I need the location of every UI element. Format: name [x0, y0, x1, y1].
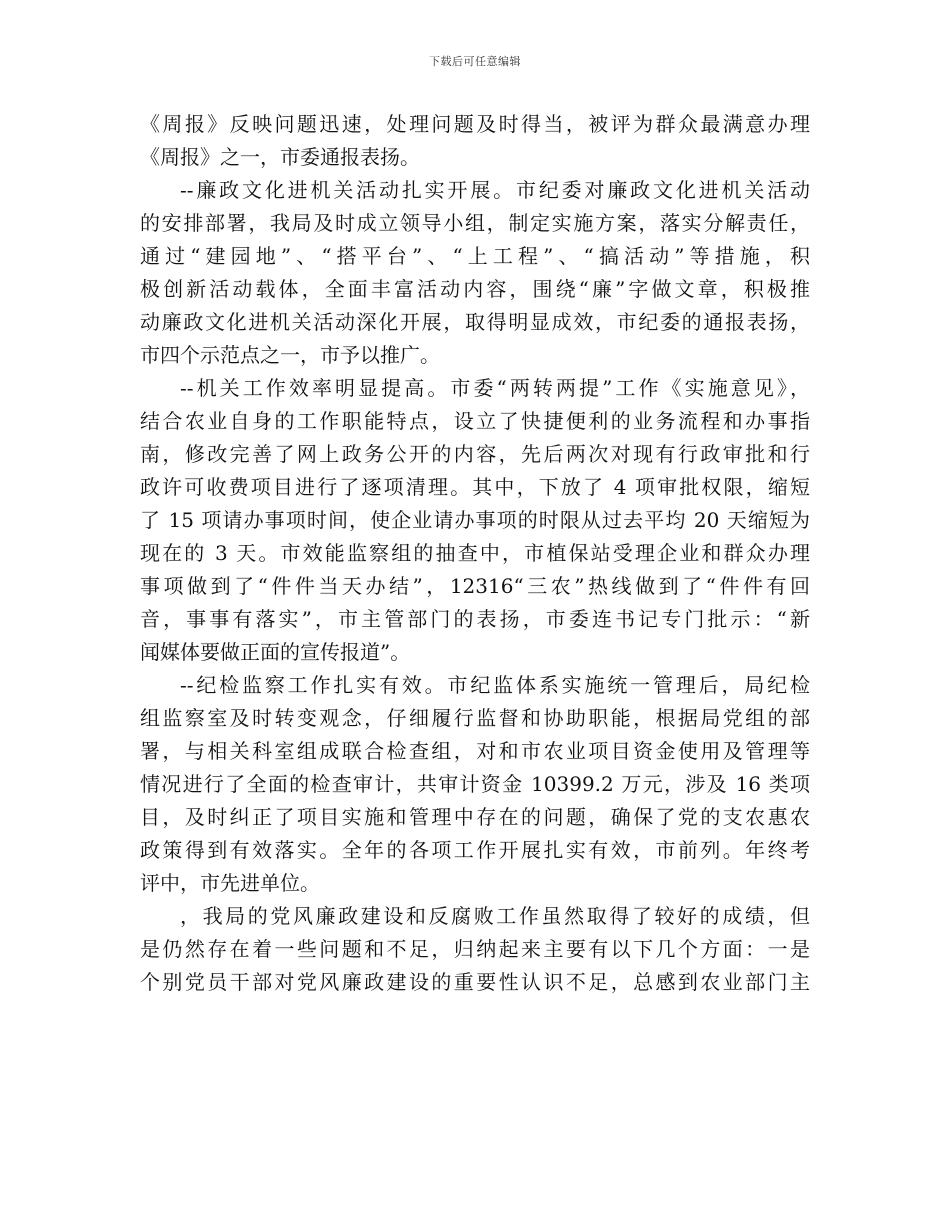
- text-line: 《周报》反映问题迅速，处理问题及时得当，被评为群众最满意办理: [140, 112, 810, 136]
- text-line: 的安排部署，我局及时成立领导小组，制定实施方案，落实分解责任，: [140, 211, 810, 235]
- text-line: 结合农业自身的工作职能特点，设立了快捷便利的业务流程和办事指: [140, 409, 810, 433]
- text-line: --机关工作效率明显提高。市委“两转两提”工作《实施意见》，: [180, 376, 810, 400]
- document-body: [140, 108, 810, 999]
- text-line: 组监察室及时转变观念，仔细履行监督和协助职能，根据局党组的部: [140, 706, 810, 730]
- text-line: 了 15 项请办事项时间，使企业请办事项的时限从过去平均 20 天缩短为: [140, 508, 810, 532]
- text-line: --纪检监察工作扎实有效。市纪监体系实施统一管理后，局纪检: [180, 673, 810, 697]
- text-line: 市四个示范点之一，市予以推广。: [140, 343, 440, 367]
- text-line: ，我局的党风廉政建设和反腐败工作虽然取得了较好的成绩，但: [180, 904, 810, 928]
- text-line: 《周报》之一，市委通报表扬。: [140, 145, 420, 169]
- text-line: 极创新活动载体，全面丰富活动内容，围绕“廉”字做文章，积极推: [140, 277, 810, 301]
- text-line: 音，事事有落实”，市主管部门的表扬，市委连书记专门批示：“新: [140, 607, 810, 631]
- page-header: 下载后可任意编辑: [429, 55, 521, 68]
- text-line: 个别党员干部对党风廉政建设的重要性认识不足，总感到农业部门主: [140, 970, 810, 994]
- text-line: 署，与相关科室组成联合检查组，对和市农业项目资金使用及管理等: [140, 739, 810, 763]
- text-line: 南，修改完善了网上政务公开的内容，先后两次对现有行政审批和行: [140, 442, 810, 466]
- text-line: 目，及时纠正了项目实施和管理中存在的问题，确保了党的支农惠农: [140, 805, 810, 829]
- text-line: 动廉政文化进机关活动深化开展，取得明显成效，市纪委的通报表扬，: [140, 310, 810, 334]
- text-line: 是仍然存在着一些问题和不足，归纳起来主要有以下几个方面：一是: [140, 937, 810, 961]
- text-line: --廉政文化进机关活动扎实开展。市纪委对廉政文化进机关活动: [180, 178, 810, 202]
- text-line: 现在的 3 天。市效能监察组的抽查中，市植保站受理企业和群众办理: [140, 541, 810, 565]
- text-line: 政许可收费项目进行了逐项清理。其中，下放了 4 项审批权限，缩短: [140, 475, 810, 499]
- text-line: 评中，市先进单位。: [140, 871, 320, 895]
- text-line: 闻媒体要做正面的宣传报道”。: [140, 640, 411, 664]
- text-line: 通过“建园地”、“搭平台”、“上工程”、“搞活动”等措施，积: [140, 244, 810, 268]
- text-line: 事项做到了“件件当天办结”，12316“三农”热线做到了“件件有回: [140, 574, 810, 598]
- text-line: 政策得到有效落实。全年的各项工作开展扎实有效，市前列。年终考: [140, 838, 810, 862]
- text-line: 情况进行了全面的检查审计，共审计资金 10399.2 万元，涉及 16 类项: [140, 772, 810, 796]
